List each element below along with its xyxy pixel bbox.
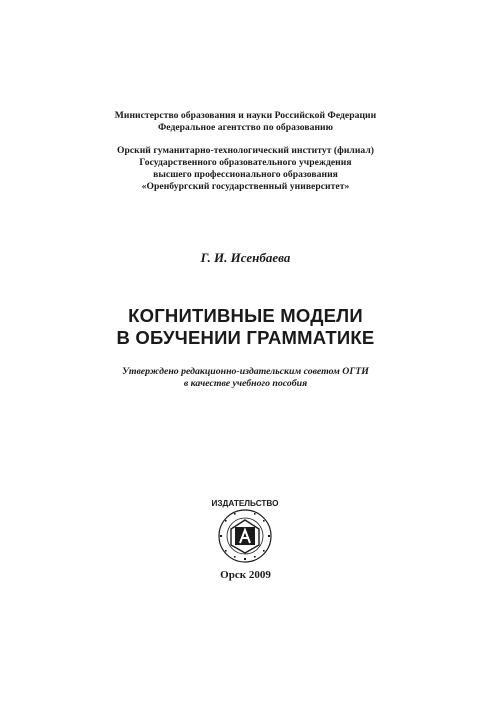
approval-line-1: Утверждено редакционно-издательским советом ОГТИ: [122, 366, 369, 377]
approval-line-2: в качестве учебного пособия: [183, 378, 308, 389]
ministry-line: Министерство образования и науки Российской Федерации: [114, 110, 377, 121]
book-title-line-1: КОГНИТИВНЫЕ МОДЕЛИ: [128, 305, 363, 326]
publisher-emblem-icon: [205, 497, 285, 565]
university-line: «Оренбургский государственный университет»: [141, 181, 350, 192]
imprint-city-year: Орск 2009: [220, 569, 271, 581]
education-level-line: высшего профессионального образования: [153, 169, 338, 180]
publisher-label: ИЗДАТЕЛЬСТВО: [211, 499, 279, 508]
author-name: Г. И. Исенбаева: [200, 250, 291, 265]
institution-line: Государственного образовательного учреждения: [139, 157, 352, 168]
agency-line: Федеральное агентство по образованию: [157, 122, 334, 133]
institute-line: Орский гуманитарно-технологический институт (филиал): [116, 145, 375, 156]
book-title-line-2: В ОБУЧЕНИИ ГРАММАТИКЕ: [116, 327, 375, 348]
